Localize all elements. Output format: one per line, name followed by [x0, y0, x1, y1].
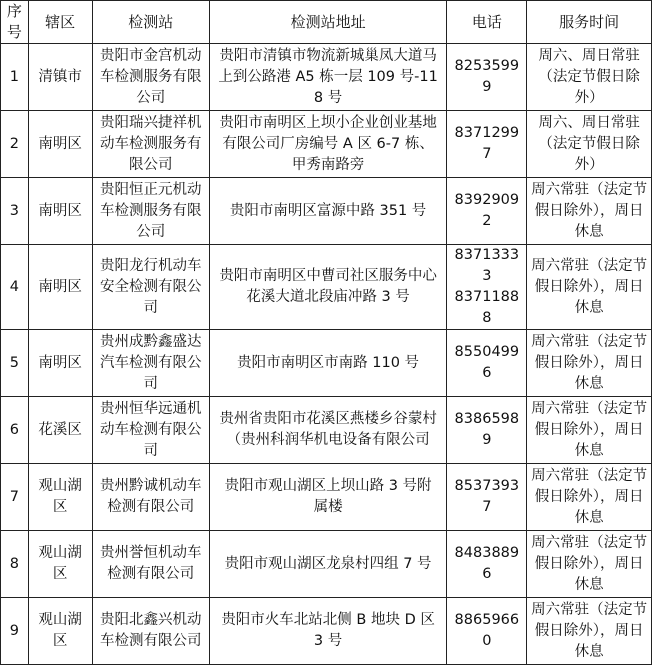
address-cell: 贵阳市火车北站北侧 B 地块 D 区 3 号 — [209, 598, 447, 665]
phone-number: 83929092 — [454, 192, 520, 229]
phone-number: 88659660 — [454, 612, 520, 649]
table-row — [1, 245, 652, 330]
district-cell: 观山湖区 — [28, 464, 92, 531]
station-cell: 贵州黔诚机动车检测有限公司 — [92, 464, 209, 531]
phone-number: 82535999 — [454, 58, 520, 95]
hours-cell: 周六常驻（法定节假日除外），周日休息 — [527, 464, 652, 531]
address-cell: 贵阳市南明区中曹司社区服务中心花溪大道北段庙冲路 3 号 — [209, 245, 447, 330]
hours-cell: 周六常驻（法定节假日除外），周日休息 — [527, 397, 652, 464]
district-cell: 观山湖区 — [28, 531, 92, 598]
district-cell: 观山湖区 — [28, 598, 92, 665]
phone-cell — [447, 245, 527, 330]
station-cell: 贵州恒华远通机动车检测有限公司 — [92, 397, 209, 464]
seq-cell: 1 — [1, 44, 29, 111]
seq-cell: 9 — [1, 598, 29, 665]
address-cell: 贵阳市观山湖区龙泉村四组 7 号 — [209, 531, 447, 598]
phone-cell — [447, 397, 527, 464]
phone-cell — [447, 531, 527, 598]
district-cell: 花溪区 — [28, 397, 92, 464]
address-cell: 贵阳市南明区上坝小企业创业基地有限公司厂房编号 A 区 6-7 栋、甲秀南路旁 — [209, 111, 447, 178]
station-cell: 贵阳龙行机动车安全检测有限公司 — [92, 245, 209, 330]
header-row — [1, 1, 652, 44]
header-district: 辖区 — [28, 1, 92, 44]
seq-cell: 4 — [1, 245, 29, 330]
district-cell: 南明区 — [28, 178, 92, 245]
table-row — [1, 397, 652, 464]
seq-cell: 3 — [1, 178, 29, 245]
hours-cell: 周六常驻（法定节假日除外），周日休息 — [527, 330, 652, 397]
header-phone: 电话 — [447, 1, 527, 44]
address-cell: 贵阳市南明区市南路 110 号 — [209, 330, 447, 397]
address-cell: 贵州省贵阳市花溪区燕楼乡谷蒙村（贵州科润华机电设备有限公司 — [209, 397, 447, 464]
address-cell: 贵阳市观山湖区上坝山路 3 号附属楼 — [209, 464, 447, 531]
table-row — [1, 464, 652, 531]
hours-cell: 周六、周日常驻（法定节假日除外） — [527, 111, 652, 178]
header-address: 检测站地址 — [209, 1, 447, 44]
table-row — [1, 330, 652, 397]
header-seq: 序号 — [1, 1, 29, 44]
district-cell: 南明区 — [28, 330, 92, 397]
station-cell: 贵阳恒正元机动车检测服务有限公司 — [92, 178, 209, 245]
phone-number: 83713333 — [454, 247, 520, 284]
hours-cell: 周六常驻（法定节假日除外），周日休息 — [527, 598, 652, 665]
station-cell: 贵州誉恒机动车检测有限公司 — [92, 531, 209, 598]
phone-number: 85373937 — [454, 478, 520, 515]
table-row — [1, 178, 652, 245]
seq-cell: 5 — [1, 330, 29, 397]
phone-number: 83711888 — [454, 289, 520, 326]
address-cell: 贵阳市南明区富源中路 351 号 — [209, 178, 447, 245]
address-cell: 贵阳市清镇市物流新城巢凤大道马上到公路港 A5 栋一层 109 号-118 号 — [209, 44, 447, 111]
phone-cell — [447, 330, 527, 397]
phone-cell — [447, 598, 527, 665]
table-row — [1, 598, 652, 665]
table-row — [1, 531, 652, 598]
phone-number: 84838896 — [454, 545, 520, 582]
header-station: 检测站 — [92, 1, 209, 44]
station-cell: 贵州成黔鑫盛达汽车检测有限公司 — [92, 330, 209, 397]
phone-cell — [447, 464, 527, 531]
phone-cell — [447, 111, 527, 178]
table-row — [1, 44, 652, 111]
district-cell: 清镇市 — [28, 44, 92, 111]
header-hours: 服务时间 — [527, 1, 652, 44]
phone-cell — [447, 44, 527, 111]
hours-cell: 周六常驻（法定节假日除外），周日休息 — [527, 531, 652, 598]
district-cell: 南明区 — [28, 245, 92, 330]
phone-number: 85504996 — [454, 344, 520, 381]
seq-cell: 6 — [1, 397, 29, 464]
hours-cell: 周六、周日常驻（法定节假日除外） — [527, 44, 652, 111]
hours-cell: 周六常驻（法定节假日除外），周日休息 — [527, 178, 652, 245]
table-body — [1, 44, 652, 665]
table-row — [1, 111, 652, 178]
seq-cell: 8 — [1, 531, 29, 598]
hours-cell: 周六常驻（法定节假日除外），周日休息 — [527, 245, 652, 330]
phone-number: 83865989 — [454, 411, 520, 448]
district-cell: 南明区 — [28, 111, 92, 178]
seq-cell: 7 — [1, 464, 29, 531]
seq-cell: 2 — [1, 111, 29, 178]
station-cell: 贵阳市金宫机动车检测服务有限公司 — [92, 44, 209, 111]
station-cell: 贵阳北鑫兴机动车检测有限公司 — [92, 598, 209, 665]
station-cell: 贵阳瑞兴捷祥机动车检测服务有限公司 — [92, 111, 209, 178]
phone-number: 83712997 — [454, 125, 520, 162]
phone-cell — [447, 178, 527, 245]
